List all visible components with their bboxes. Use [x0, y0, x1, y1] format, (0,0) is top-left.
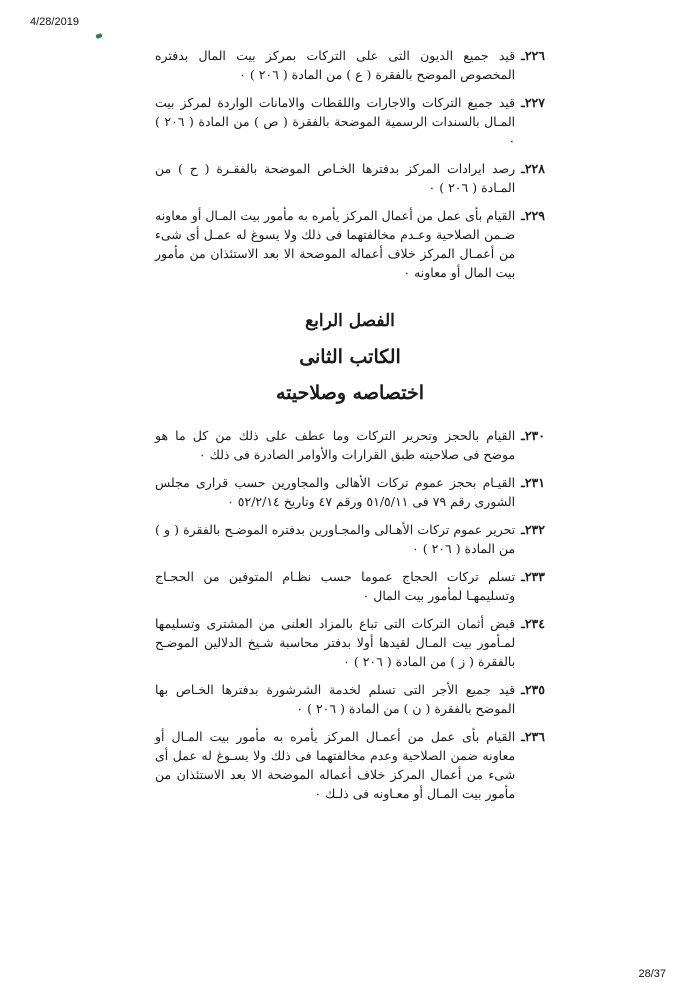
section-subtitle: اختصاصه وصلاحيته: [275, 382, 424, 404]
item-number: ٢٣٤ـ: [521, 616, 545, 631]
item-number: ٢٣٦ـ: [521, 729, 545, 744]
list-item: [155, 159, 545, 197]
item-text: تسلم تركات الحجاج عموما حسب نظـام المتوفين من الحجـاج وتسليمهـا لمأمور بيت المال ٠: [155, 569, 516, 603]
item-text: القيام بالحجز وتحرير التركات وما عطف على ذلك من كل ما هو موضح فى صلاحيته طبق القرارات والأوامر الصادرة فى ذلك ٠: [155, 428, 516, 462]
list-item: [155, 614, 545, 671]
print-date: 4/28/2019: [30, 16, 79, 28]
item-text: تحرير عموم تركات الأهـالى والمجـاورين بدفتره الموضـح بالفقرة ( و ) من المادة ( ٢٠٦ ) ٠: [155, 522, 516, 556]
item-text: القيام بأى عمل من أعمال المركز يأمره به مأمور بيت المـال أو معاونه ضـمن الصلاحية وعـدم مخالفتهما فى ذلك ولا يسوغ له عمـل أى شىء من أعمـال المركز خلاف أعماله الموضحة الا بعد الاستئذان من مأمور بيت المال أو معاونه ٠: [155, 208, 516, 280]
item-text: قيد جميع الأجر التى تسلم لخدمة الشرشورة بدفترها الخـاص بها الموضح بالفقرة ( ن ) من المادة ( ٢٠٦ ) ٠: [155, 682, 516, 716]
item-text: قبض أثمان التركات التى تباع بالمزاد العلنى من المشترى وتسليمها لمـأمور بيت المـال لقيدها أولا بدفتر محاسبة شـيخ الدلالين الموضـح بالفقرة ( ز ) من المادة ( ٢٠٦ ) ٠: [155, 616, 516, 669]
list-item: [155, 426, 545, 464]
item-number: ٢٣٢ـ: [521, 522, 545, 537]
list-item: [155, 93, 545, 150]
list-item: [155, 520, 545, 558]
document-body: [155, 46, 545, 812]
item-number: ٢٣٠ـ: [521, 428, 545, 443]
item-number: ٢٣٥ـ: [521, 682, 545, 697]
item-number: ٢٣٣ـ: [521, 569, 545, 584]
page-number: 28/37: [638, 968, 666, 980]
item-text: القيام بأى عمل من أعمـال المركز يأمره به مأمور بيت المـال أو معاونه ضمن الصلاحية وعدم مخالفتهما فى ذلك ولا يسـوغ له عمل أى شىء من أعمال المركز خلاف أعماله الموضحة الا بعد الاستئذان من مأمور بيت المـال أو معـاونه فى ذلـك ٠: [155, 729, 516, 801]
list-item: [155, 727, 545, 803]
item-number: ٢٢٦ـ: [521, 48, 545, 63]
item-text: قيد جميع الديون التى على التركات بمركز بيت المال بدفتره المخصوص الموضح بالفقرة ( ع ) من المادة ( ٢٠٦ ) ٠: [155, 48, 516, 82]
list-item: [155, 473, 545, 511]
item-text: القيـام بحجز عموم تركات الأهالى والمجاورين حسب قرارى مجلس الشورى رقم ٧٩ فى ٥١/٥/١١ ورقم ٤٧ وتاريخ ٥٢/٢/١٤ ٠: [155, 475, 516, 509]
list-item: [155, 567, 545, 605]
item-text: رصد ايرادات المركز بدفترها الخـاص الموضحة بالفقـرة ( ح ) من المـادة ( ٢٠٦ ) ٠: [155, 161, 516, 195]
item-number: ٢٢٩ـ: [521, 208, 545, 223]
section-heading: الكاتب الثانى: [299, 346, 401, 368]
list-item: [155, 206, 545, 282]
item-text: قيد جميع التركات والاجارات واللقطات والامانات الواردة لمركز بيت المـال بالسندات الرسمية الموضحة بالفقرة ( ص ) من المادة ( ٢٠٦ ) ٠: [155, 95, 516, 148]
section-headings: [155, 310, 545, 404]
item-number: ٢٢٨ـ: [521, 161, 545, 176]
item-number: ٢٢٧ـ: [521, 95, 545, 110]
list-item: [155, 46, 545, 84]
item-number: ٢٣١ـ: [521, 475, 545, 490]
chapter-heading: الفصل الرابع: [305, 311, 395, 331]
green-mark-icon: [95, 33, 102, 39]
list-item: [155, 680, 545, 718]
